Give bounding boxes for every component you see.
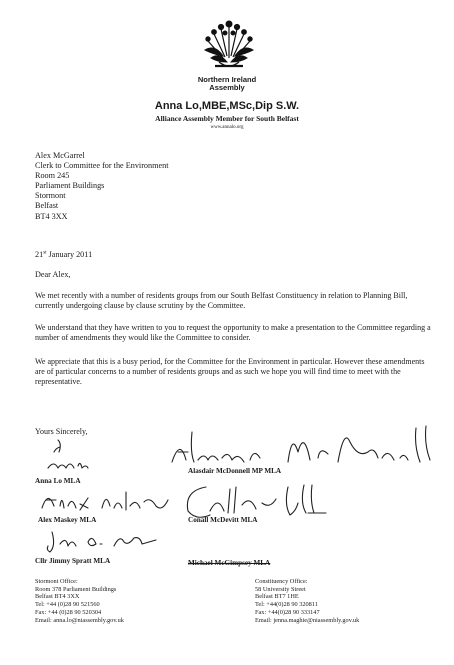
office-line: Constituency Office: <box>255 578 308 585</box>
signatory-alasdair-mcdonnell: Alasdair McDonnell MP MLA <box>188 467 282 475</box>
office-line: Fax: +44(0)28 90 333147 <box>255 608 320 616</box>
stormont-office <box>35 578 124 624</box>
assembly-crest-logo <box>197 18 261 72</box>
constituency-office <box>255 578 359 624</box>
office-line: Belfast BT7 1HE <box>255 593 299 601</box>
jimmy-spratt-signature <box>44 528 164 554</box>
closing: Yours Sincerely, <box>35 427 88 436</box>
member-name: Anna Lo,MBE,MSc,Dip S.W. <box>154 100 300 112</box>
office-line: Email: anna.lo@niassembly.gov.uk <box>35 616 124 624</box>
body-paragraph: We appreciate that this is a busy period, for the Committee for the Environment in particular. However these amendments are of particular concerns to a number of residents groups and as such we hope you will find time to meet with the representative. <box>35 357 425 387</box>
letter-date: 21st January 2011 <box>35 250 93 259</box>
anna-lo-signature <box>44 438 104 476</box>
website: www.annalo.org <box>210 125 244 130</box>
office-line: Belfast BT4 3XX <box>35 593 80 601</box>
signatory-anna-lo: Anna Lo MLA <box>35 477 81 485</box>
address-line: Belfast <box>35 201 59 211</box>
signatory-jimmy-spratt: Cllr Jimmy Spratt MLA <box>35 557 111 565</box>
member-title: Alliance Assembly Member for South Belfast <box>155 114 299 123</box>
office-line: Fax: +44 (0)28 90 520304 <box>35 608 102 616</box>
greeting: Dear Alex, <box>35 270 71 279</box>
office-line: Room 378 Parliament Buildings <box>35 585 117 593</box>
address-line: Parliament Buildings <box>35 181 105 191</box>
signatory-struck-name: Michael McGimpsey MLA <box>188 559 271 567</box>
address-line: Room 245 <box>35 171 70 181</box>
org-name-line2: Assembly <box>209 83 245 92</box>
alex-maskey-signature <box>38 486 178 516</box>
address-line: BT4 3XX <box>35 211 68 221</box>
address-line: Alex McGarrel <box>35 151 85 160</box>
signatory-conall-mcdevitt: Conall McDevitt MLA <box>188 516 258 524</box>
office-line: Tel: +44 (0)28 90 521560 <box>35 601 100 609</box>
body-paragraph: We understand that they have written to you to request the opportunity to make a presentation to the Committee regarding a number of amendments they would like the Committee to consider. <box>35 323 431 343</box>
office-line: 58 University Street <box>255 585 306 593</box>
address-line: Clerk to Committee for the Environment <box>35 161 169 171</box>
recipient-address <box>35 151 168 222</box>
address-line: Stormont <box>35 191 66 201</box>
office-line: Email: jenna.maghie@niassembly.gov.uk <box>255 616 360 624</box>
signatory-alex-maskey: Alex Maskey MLA <box>38 516 97 524</box>
body-paragraph: We met recently with a number of residents groups from our South Belfast Constituency in relation to Planning Bill, currently undergoing clause by clause scrutiny by the Committee. <box>35 291 408 311</box>
office-line: Stormont Office: <box>35 578 78 585</box>
office-line: Tel: +44(0)28 90 320811 <box>255 601 318 609</box>
org-name-line1: Northern Ireland <box>197 75 257 84</box>
